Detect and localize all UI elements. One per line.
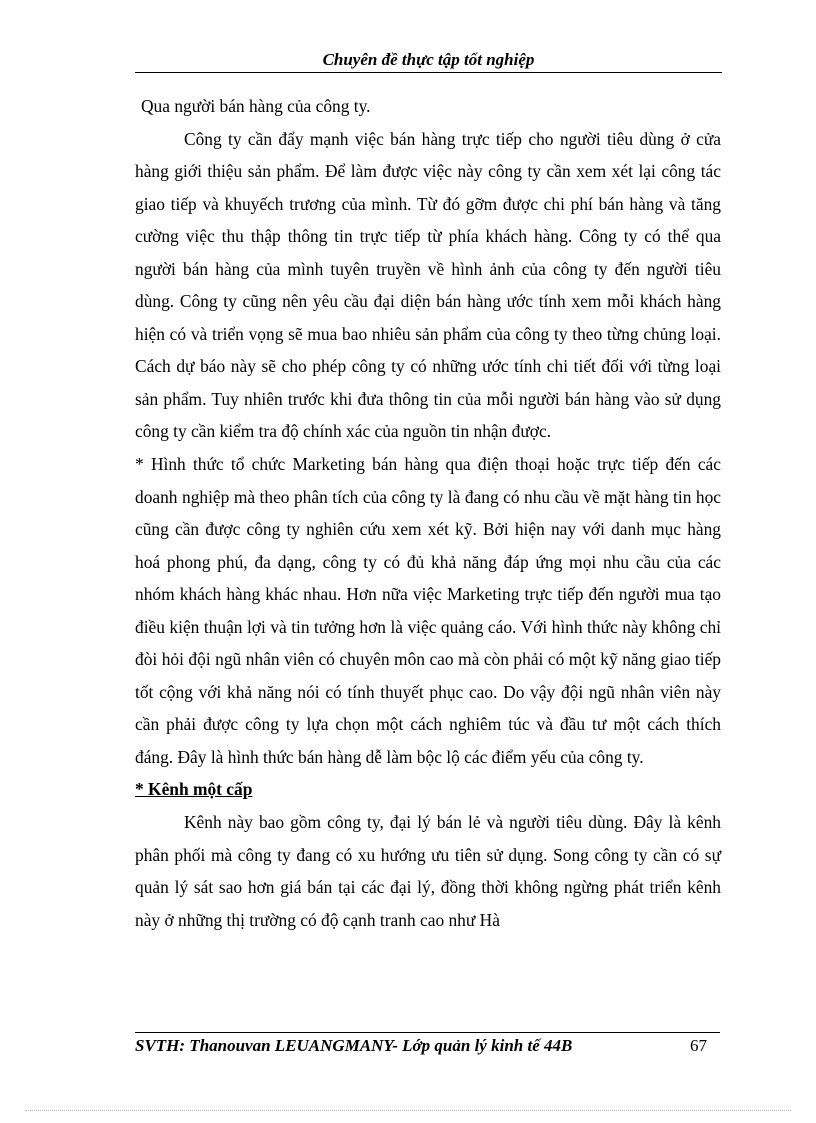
footer-divider [135,1032,720,1033]
paragraph-2: Công ty cần đẩy mạnh việc bán hàng trực tiếp cho người tiêu dùng ở cửa hàng giới thiệu sản phẩm. Để làm được việc này công ty cần xem xét lại công tác giao tiếp và khuyếch trương của mình. Từ đó gỡm được chi phí bán hàng và tăng cường việc thu thập thông tin trực tiếp từ phía khách hàng. Công ty có thể qua người bán hàng của mình tuyên truyền về hình ảnh của công ty đến người tiêu dùng. Công ty cũng nên yêu cầu đại diện bán hàng ước tính xem mỗi khách hàng hiện có và triển vọng sẽ mua bao nhiêu sản phẩm của công ty theo từng chủng loại. Cách dự báo này sẽ cho phép công ty có những ước tính chi tiết đối với từng loại sản phẩm. Tuy nhiên trước khi đưa thông tin của mỗi người bán hàng vào sử dụng công ty cần kiểm tra độ chính xác của nguồn tin nhận được. [135,128,721,442]
header-divider [135,72,722,73]
section-heading: * Kênh một cấp [135,779,253,800]
page-header-title: Chuyên đề thực tập tốt nghiệp [322,50,535,69]
paragraph-1: Qua người bán hàng của công ty. [141,96,371,116]
footer-author: SVTH: Thanouvan LEUANGMANY- Lớp quản lý kinh tế 44B [135,1036,573,1055]
document-body [135,90,721,936]
page-bottom-border [25,1110,791,1111]
paragraph-4: Kênh này bao gồm công ty, đại lý bán lẻ và người tiêu dùng. Đây là kênh phân phối mà công ty đang có xu hướng ưu tiên sử dụng. Song công ty cần có sự quản lý sát sao hơn giá bán tại các đại lý, đồng thời không ngừng phát triển kênh này ở những thị trường có độ cạnh tranh cao như Hà [135,812,721,930]
page-number: 67 [690,1036,707,1055]
paragraph-3: * Hình thức tổ chức Marketing bán hàng qua điện thoại hoặc trực tiếp đến các doanh nghiệp mà theo phân tích của công ty là đang có nhu cầu về mặt hàng tin học cũng cần được công ty nghiên cứu xem xét kỹ. Bởi hiện nay với danh mục hàng hoá phong phú, đa dạng, công ty có đủ khả năng đáp ứng mọi nhu cầu của các nhóm khách hàng khác nhau. Hơn nữa việc Marketing trực tiếp đến người mua tạo điều kiện thuận lợi và tin tưởng hơn là việc quảng cáo. Với hình thức này không chỉ đòi hỏi đội ngũ nhân viên có chuyên môn cao mà còn phải có một kỹ năng giao tiếp tốt cộng với khả năng nói có tính thuyết phục cao. Do vậy đội ngũ nhân viên này cần phải được công ty lựa chọn một cách nghiêm túc và đầu tư một cách thích đáng. Đây là hình thức bán hàng dễ làm bộc lộ các điểm yếu của công ty. [135,454,721,767]
